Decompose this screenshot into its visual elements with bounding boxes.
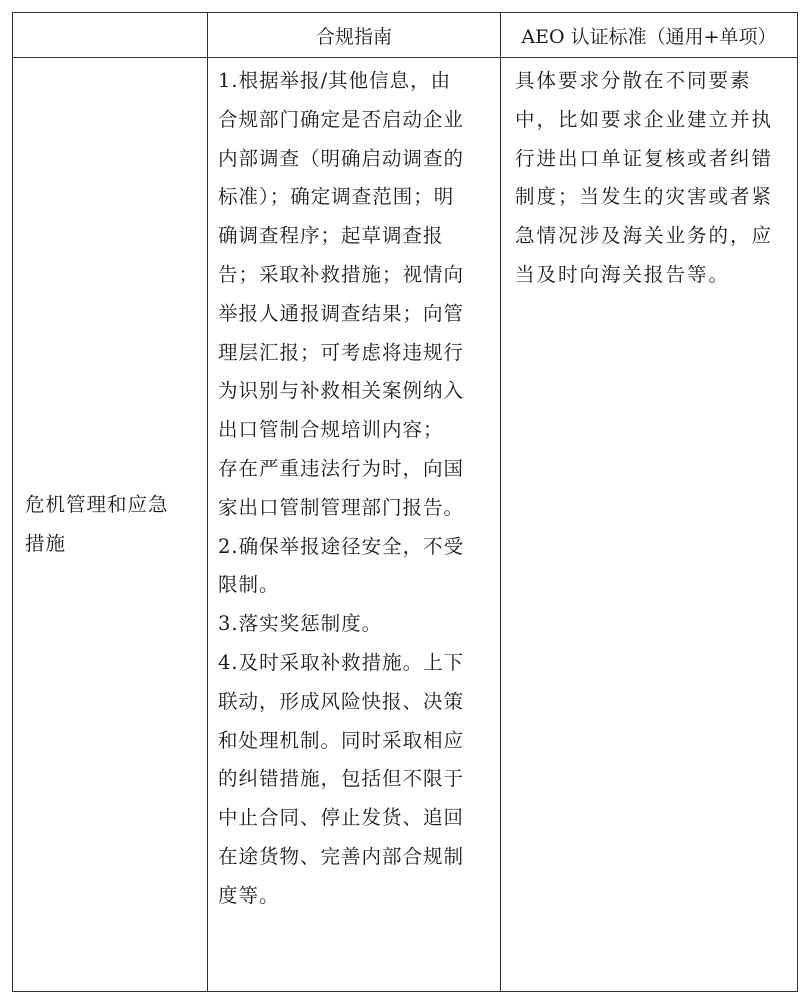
table-header-row (13, 13, 798, 58)
header-cell-topic (13, 13, 208, 58)
guide-cell (208, 58, 501, 992)
guide-line: 在途货物、完善内部合规制 (218, 844, 465, 868)
table-row (13, 58, 798, 992)
aeo-line: 行进出口单证复核或者纠错 (515, 146, 774, 170)
aeo-line: 当及时向海关报告等。 (515, 262, 731, 286)
guide-line: 确调查程序；起草调查报 (218, 224, 444, 248)
aeo-line: 具体要求分散在不同要素 (515, 69, 752, 92)
guide-line: 家出口管制管理部门报告。 (218, 495, 465, 519)
header-cell-aeo-standard: AEO 认证标准（通用+单项） (501, 13, 798, 58)
aeo-text (501, 58, 797, 295)
guide-line: 内部调查（明确启动调查的 (218, 146, 465, 170)
guide-line: 联动，形成风险快报、决策 (218, 689, 465, 713)
aeo-line: 中，比如要求企业建立并执 (515, 107, 774, 131)
guide-line: 理层汇报；可考虑将违规行 (218, 340, 465, 364)
topic-line: 危机管理和应急 (25, 492, 169, 516)
guide-line: 标准）；确定调查范围；明 (218, 185, 455, 209)
guide-line: 和处理机制。同时采取相应 (218, 728, 465, 752)
guide-line: 告；采取补救措施；视情向 (218, 262, 465, 286)
guide-line: 举报人通报调查结果；向管 (218, 301, 465, 325)
guide-line: 出口管制合规培训内容； (218, 418, 444, 442)
guide-line: 合规部门确定是否启动企业 (218, 107, 465, 131)
guide-line: 2.确保举报途径安全，不受 (218, 534, 465, 558)
topic-cell (13, 58, 208, 992)
guide-line: 为识别与补救相关案例纳入 (218, 379, 465, 403)
guide-line: 存在严重违法行为时，向国 (218, 456, 465, 480)
header-cell-compliance-guide: 合规指南 (208, 13, 501, 58)
guide-line: 3.落实奖惩制度。 (218, 612, 383, 636)
compliance-comparison-table (12, 12, 798, 992)
guide-text (208, 58, 500, 916)
guide-line: 4.及时采取补救措施。上下 (218, 650, 465, 674)
aeo-line: 急情况涉及海关业务的，应 (515, 224, 774, 248)
guide-line: 度等。 (218, 883, 280, 907)
topic-text (13, 486, 207, 564)
guide-line: 1.根据举报/其他信息，由 (218, 69, 452, 92)
guide-line: 的纠错措施，包括但不限于 (218, 767, 465, 791)
guide-line: 中止合同、停止发货、追回 (218, 806, 465, 830)
guide-line: 限制。 (218, 573, 280, 597)
topic-line: 措施 (25, 531, 67, 555)
aeo-line: 制度；当发生的灾害或者紧 (515, 185, 774, 209)
aeo-cell (501, 58, 798, 992)
